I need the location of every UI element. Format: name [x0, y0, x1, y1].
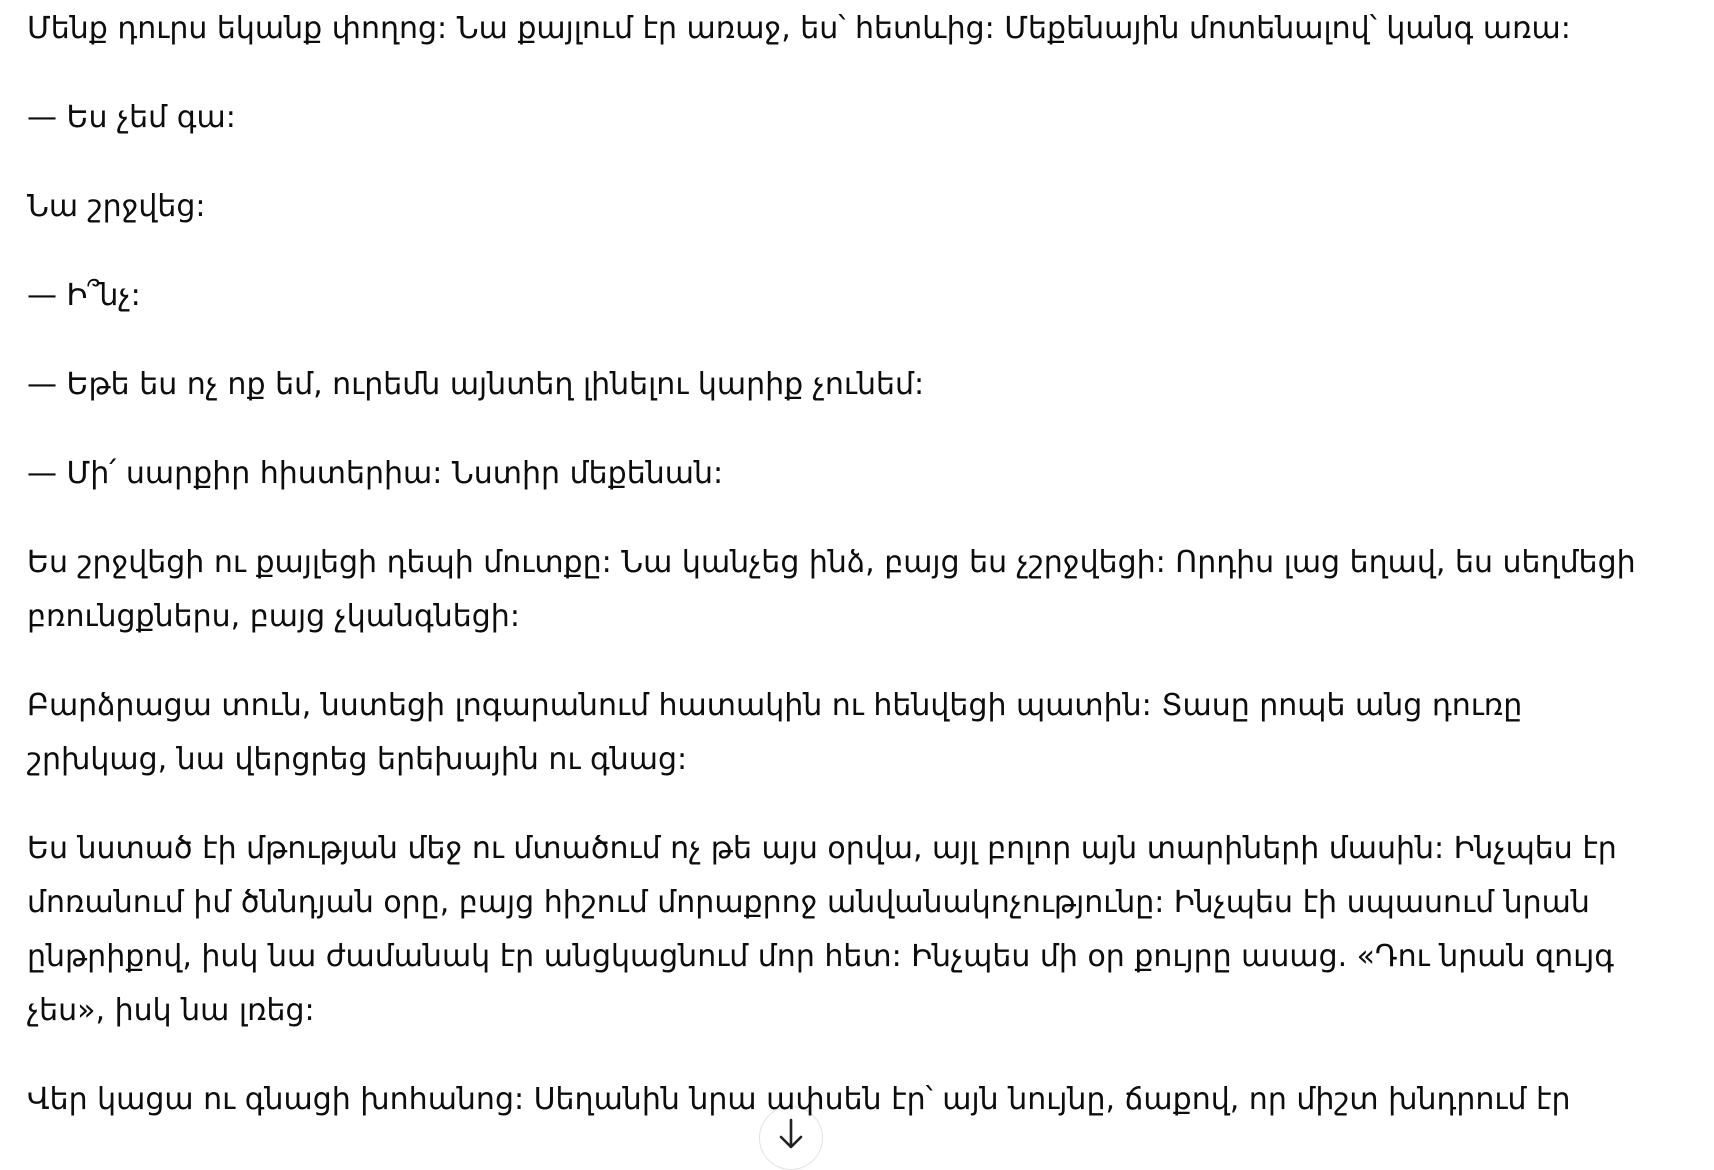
text-line: չես», իսկ նա լռեց:	[27, 993, 315, 1028]
text-line: Ես նստած էի մթության մեջ ու մտածում ոչ թե այս օրվա, այլ բոլոր այն տարիների մասին: Ինչպես էր	[27, 831, 1617, 866]
text-line: Նա շրջվեց:	[27, 189, 206, 224]
text-line: Վեր կացա ու գնացի խոհանոց: Սեղանին նրա ափսեն էր՝ այն նույնը, ճաքով, որ միշտ խնդրում էր	[27, 1082, 1571, 1117]
paragraph-dialogue	[27, 269, 1684, 323]
paragraph-dialogue	[27, 447, 1684, 501]
paragraph	[27, 1073, 1684, 1127]
paragraph-dialogue	[27, 358, 1684, 412]
text-line: Բարձրացա տուն, նստեցի լոգարանում հատակին ու հենվեցի պատին: Տասը րոպե անց դուռը	[27, 688, 1523, 723]
text-line: — Եթե ես ոչ ոք եմ, ուրեմն այնտեղ լինելու կարիք չունեմ:	[27, 367, 925, 402]
text-line: շրխկաց, նա վերցրեց երեխային ու գնաց:	[27, 742, 688, 777]
paragraph-dialogue	[27, 91, 1684, 145]
paragraph	[27, 679, 1684, 787]
text-line: — Ի՞նչ:	[27, 278, 141, 313]
text-line: ընթրիքով, իսկ նա ժամանակ էր անցկացնում մոր հետ: Ինչպես մի օր քույրը ասաց. «Դու նրան զույգ	[27, 939, 1614, 974]
paragraph	[27, 180, 1684, 234]
text-line: մոռանում իմ ծննդյան օրը, բայց հիշում մորաքրոջ անվանակոչությունը: Ինչպես էի սպասում նրան	[27, 885, 1590, 920]
paragraph	[27, 2, 1684, 56]
text-line: — Մի՛ սարքիր հիստերիա: Նստիր մեքենան:	[27, 456, 724, 491]
paragraph	[27, 536, 1684, 644]
paragraph	[27, 822, 1684, 1038]
text-line: — Ես չեմ գա:	[27, 100, 236, 135]
text-line: Մենք դուրս եկանք փողոց: Նա քայլում էր առաջ, ես՝ հետևից: Մեքենային մոտենալով՝ կանգ առա:	[27, 11, 1571, 46]
text-line: բռունցքներս, բայց չկանգնեցի:	[27, 599, 520, 634]
text-line: Ես շրջվեցի ու քայլեցի դեպի մուտքը: Նա կանչեց ինձ, բայց ես չշրջվեցի: Որդիս լաց եղավ, ես սեղմեցի	[27, 545, 1636, 580]
